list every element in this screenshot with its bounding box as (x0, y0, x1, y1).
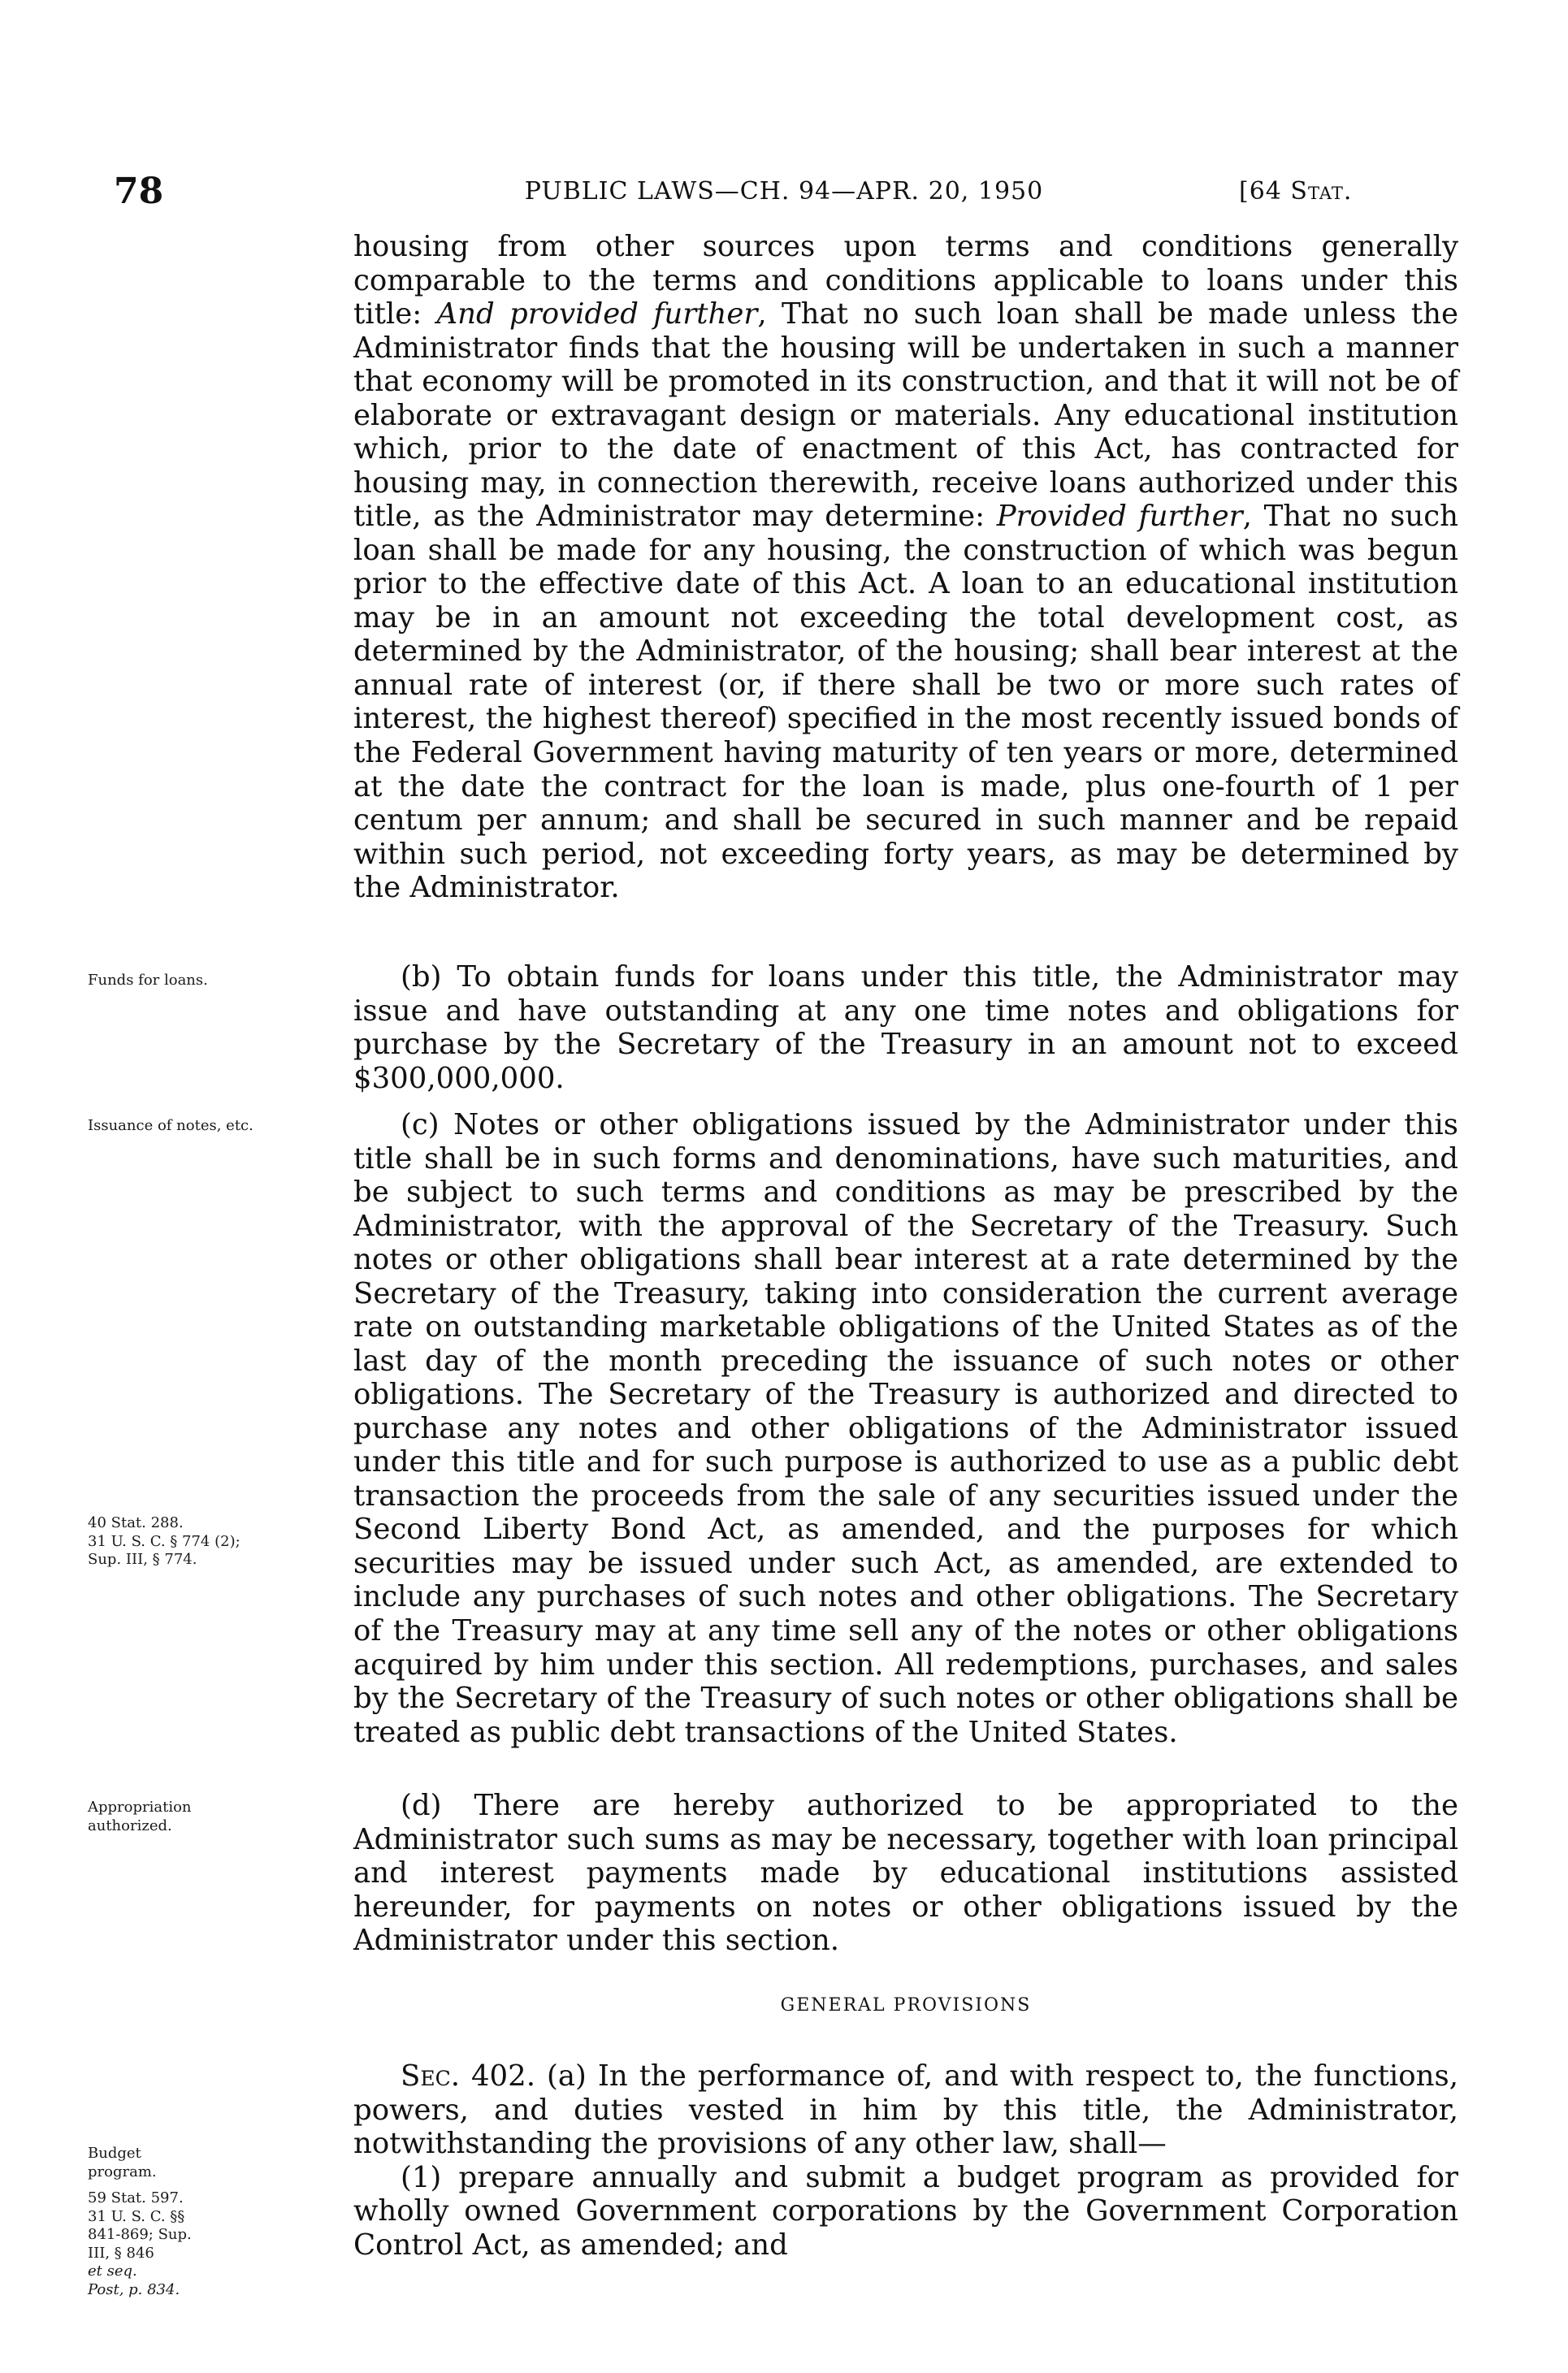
section-label: Sec. 402. (401, 2059, 536, 2093)
margin-note-issuance: Issuance of notes, etc. (88, 1117, 253, 1134)
proviso: Provided further (996, 500, 1243, 534)
section-402-item-1: (1) prepare annually and submit a budget program as provided for wholly owned Government corporations by the Government Corporation Control Act, as amended; and (353, 2160, 1458, 2262)
margin-note-funds: Funds for loans. (88, 972, 208, 989)
body-paragraph-continued (353, 230, 1458, 905)
text: housing from other sources upon terms and conditions generally comparable to the terms and conditions applicable to loans under this title: (353, 230, 1458, 331)
running-head-title: PUBLIC LAWS—CH. 94—APR. 20, 1950 (524, 177, 1044, 206)
subsection-d: (d) There are hereby authorized to be appropriated to the Administrator such sums as may be necessary, together with loan principal and interest payments made by educational institutions assisted hereunder, for payments on notes or other obligations issued by the Administrator under this section. (353, 1789, 1458, 1958)
text: , That no such loan shall be made for any housing, the construction of which was begun prior to the effective date of this Act. A loan to an educational institution may be in an amount not exceeding the total development cost, as determined by the Administrator, of the housing; shall bear interest at the annual rate of interest (or, if there shall be two or more such rates of interest, the highest thereof) specified in the most recently issued bonds of the Federal Government having maturity of ten years or more, determined at the date the contract for the loan is made, plus one-fourth of 1 per centum per annum; and shall be secured in such manner and be repaid within such period, not exceeding forty years, as may be determined by the Administrator. (353, 500, 1458, 905)
margin-note-appropriation: Appropriation authorized. (88, 1799, 192, 1834)
section-402 (353, 2059, 1458, 2262)
subsection-c: (c) Notes or other obligations issued by the Administrator under this title shall be in such forms and denominations, have such maturities, and be subject to such terms and conditions as may be prescribed by the Administrator, with the approval of the Secretary of the Treasury. Such notes or other obligations shall bear interest at a rate determined by the Secretary of the Treasury, taking into consideration the current average rate on outstanding marketable obligations of the United States as of the last day of the month preceding the issuance of such notes or other obligations. The Secretary of the Treasury is authorized and directed to purchase any notes and other obligations of the Administrator issued under this title and for such purpose is authorized to use as a public debt transaction the proceeds from the sale of any securities issued under the Second Liberty Bond Act, as amended, and the purposes for which securities may be issued under such Act, as amended, are extended to include any purchases of such notes and other obligations. The Secretary of the Treasury may at any time sell any of the notes or other obligations acquired by him under this section. All redemptions, purchases, and sales by the Secretary of the Treasury of such notes or other obligations shall be treated as public debt transactions of the United States. (353, 1108, 1458, 1749)
margin-citations: 40 Stat. 288. 31 U. S. C. § 774 (2); Sup. III, § 774. (88, 1514, 240, 1568)
running-head (0, 171, 1568, 219)
text: , That no such loan shall be made unless the Administrator finds that the housing will be undertaken in such a manner that economy will be promoted in its construction, and that it will not be of elaborate or extravagant design or materials. Any educational institution which, prior to the date of enactment of this Act, has contracted for housing may, in connection therewith, receive loans authorized under this title, as the Administrator may determine: (353, 297, 1459, 534)
section-text: (a) In the performance of, and with respect to, the functions, powers, and duties vested in him by this title, the Administrator, notwithstanding the provisions of any other law, shall— (353, 2059, 1459, 2161)
page-number: 78 (114, 171, 164, 212)
margin-note-budget: Budget program. 59 Stat. 597. 31 U. S. C. §§ 841-869; Sup. III, § 846 et seq. Post, p. 834. (88, 2145, 192, 2298)
proviso: And provided further (436, 297, 758, 331)
subsection-b: (b) To obtain funds for loans under this title, the Administrator may issue and have outstanding at any one time notes and obligations for purchase by the Secretary of the Treasury in an amount not to exceed $300,000,000. (353, 960, 1458, 1095)
running-head-volume: [64 Stat. (1239, 177, 1353, 206)
section-heading-general-provisions: GENERAL PROVISIONS (780, 1995, 1032, 2016)
